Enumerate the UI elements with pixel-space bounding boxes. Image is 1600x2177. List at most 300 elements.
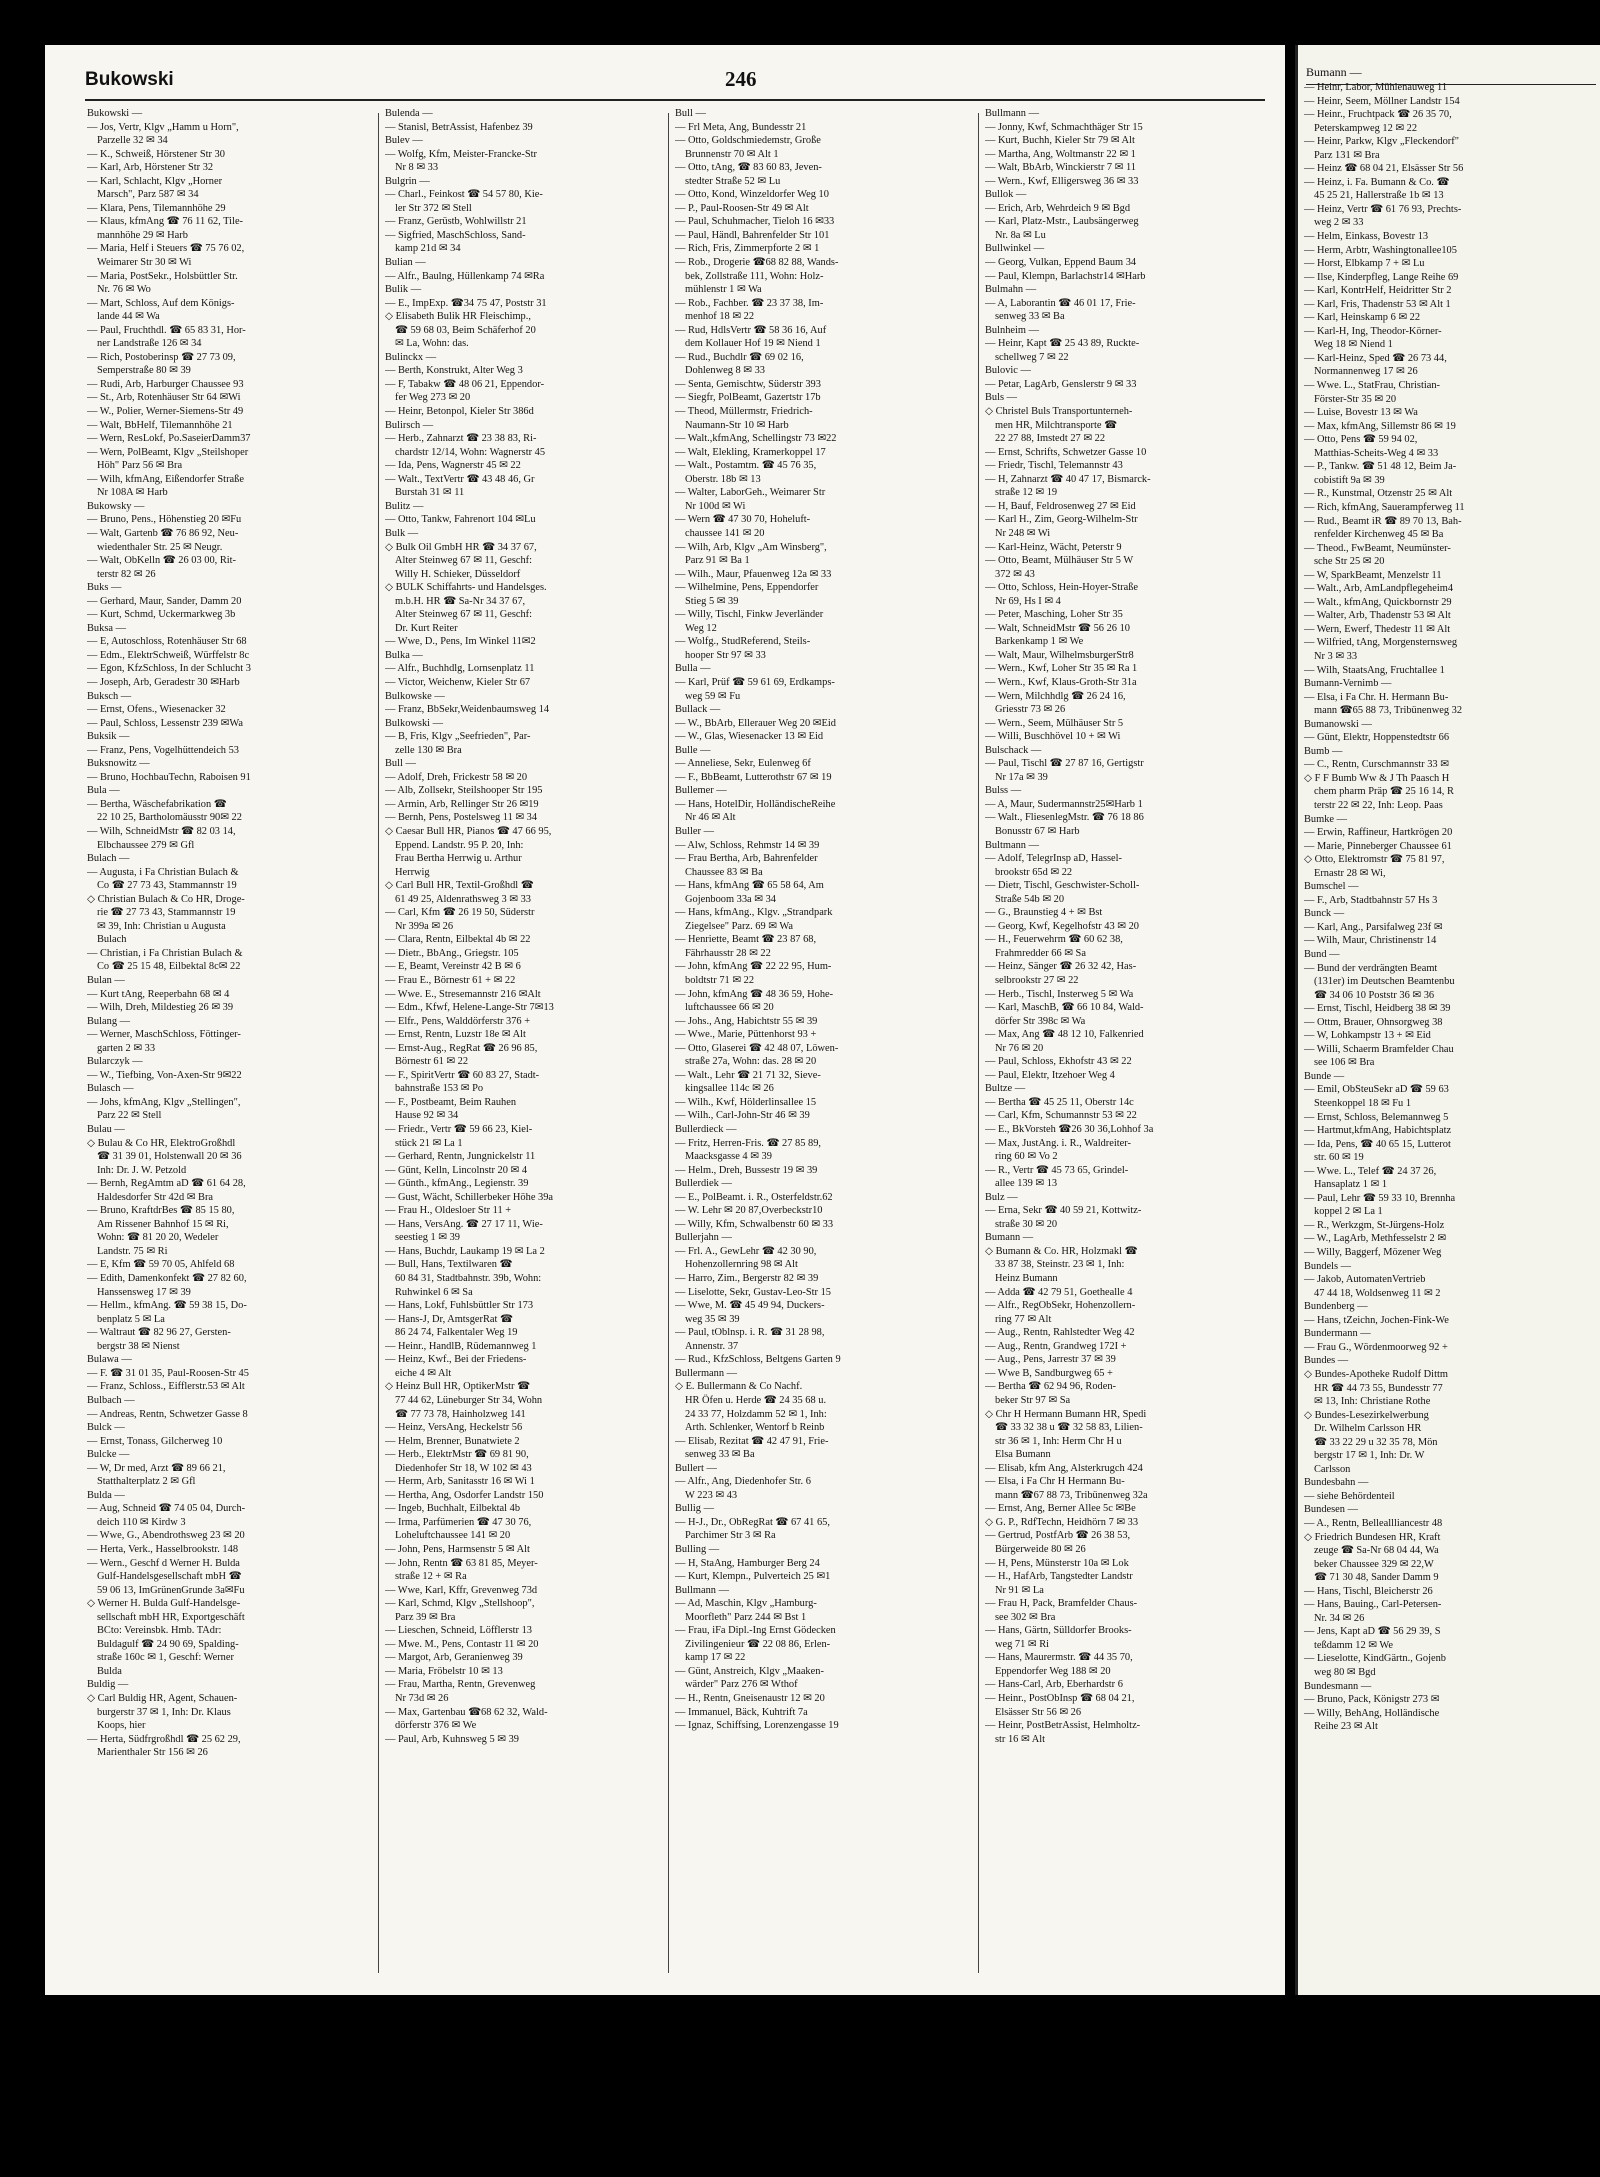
directory-entry-line: — Franz, Gerüstb, Wohlwillstr 21 (385, 216, 527, 228)
directory-entry-line: — E, Beamt, Vereinstr 42 B ✉ 6 (385, 961, 521, 973)
directory-entry-line: — Victor, Weichenw, Kieler Str 67 (385, 676, 531, 688)
directory-entry-line: — Otto, Goldschmiedemstr, Große (675, 135, 821, 147)
directory-entry-line: — Max, Ang ☎ 48 12 10, Falkenried (985, 1029, 1144, 1041)
directory-entry-line: — Christian, i Fa Christian Bulach & (87, 947, 243, 959)
directory-entry-line: — Wern., Kwf, Klaus-Groth-Str 31a (985, 676, 1137, 688)
directory-entry-line: Nr 3 ✉ 33 (1314, 650, 1358, 662)
directory-entry-line: — Willy, Kfm, Schwalbenstr 60 ✉ 33 (675, 1218, 834, 1230)
directory-entry-line: brookstr 65d ✉ 22 (995, 866, 1073, 878)
directory-entry-line: mühlenstr 1 ✉ Wa (685, 284, 762, 296)
directory-entry-line: Loheluftchaussee 141 ✉ 20 (395, 1530, 511, 1542)
directory-entry-line: dörfer Str 398c ✉ Wa (995, 1015, 1086, 1027)
surname-heading: Bund — (1304, 949, 1340, 960)
directory-entry-line: — Paul, Händl, Bahrenfelder Str 101 (675, 229, 830, 241)
directory-entry-line: Nr 248 ✉ Wi (995, 527, 1051, 539)
surname-heading: Bundenberg — (1304, 1301, 1368, 1313)
directory-entry-line: — Rob., Fachber. ☎ 23 37 38, Im- (675, 297, 824, 309)
directory-entry-line: — E., ImpExp. ☎34 75 47, Poststr 31 (385, 297, 547, 309)
surname-heading: Bumschel — (1304, 881, 1359, 893)
directory-entry-line: — Frl. A., GewLehr ☎ 42 30 90, (675, 1245, 817, 1257)
directory-entry-line: — Alfr., RegObSekr, Hohenzollern- (985, 1300, 1136, 1312)
directory-entry-line: — Immanuel, Bäck, Kuhtrift 7a (675, 1706, 808, 1718)
directory-entry-line: — Walt., kfmAng, Quickbornstr 29 (1304, 596, 1452, 608)
directory-entry-line: Buldagulf ☎ 24 90 69, Spalding- (97, 1638, 239, 1650)
directory-entry-line: Hohenzollernring 98 ✉ Alt (685, 1259, 798, 1271)
directory-entry-line: Landstr. 75 ✉ Ri (97, 1245, 168, 1257)
directory-entry-line: W 223 ✉ 43 (685, 1489, 738, 1501)
directory-entry-line: — Karl H., Zim, Georg-Wilhelm-Str (985, 514, 1138, 526)
directory-entry-line: Barkenkamp 1 ✉ We (995, 636, 1084, 648)
directory-entry-line: — Max, kfmAng, Sillemstr 86 ✉ 19 (1304, 420, 1456, 432)
directory-entry-line: Nr. 34 ✉ 26 (1314, 1612, 1365, 1624)
directory-entry-line: Elsa Bumann (995, 1449, 1051, 1461)
directory-entry-line: — A., Rentn, Belleallliancestr 48 (1304, 1517, 1443, 1529)
directory-entry-line: — Hans, Maurermstr. ☎ 44 35 70, (985, 1652, 1133, 1664)
directory-entry-line: — Günt, Elektr, Hoppenstedtstr 66 (1304, 732, 1450, 744)
directory-entry-line: ◇ E. Bullermann & Co Nachf. (675, 1381, 803, 1393)
directory-entry-line: straße 12 + ✉ Ra (395, 1571, 467, 1583)
directory-entry-line: — Herb., ElektrMstr ☎ 69 81 90, (385, 1449, 529, 1461)
surname-heading: Bulovic — (985, 365, 1031, 377)
surname-heading: Bulck — (87, 1422, 125, 1434)
directory-entry-line: — Rud., Buchdlr ☎ 69 02 16, (675, 351, 804, 363)
directory-entry-line: str. 60 ✉ 19 (1314, 1152, 1364, 1164)
directory-entry-line: — H, Pens, Münsterstr 10a ✉ Lok (985, 1557, 1129, 1569)
directory-entry-line: — Horst, Elbkamp 7 + ✉ Lu (1304, 258, 1425, 270)
directory-entry-line: ◇ Bumann & Co. HR, Holzmakl ☎ (985, 1245, 1138, 1257)
directory-entry-line: — Willy, Baggerf, Mözener Weg (1304, 1247, 1442, 1259)
surname-heading: Bulan — (87, 975, 125, 986)
directory-entry-line: — Johs., Ang, Habichtstr 55 ✉ 39 (675, 1015, 818, 1027)
directory-entry-line: straße 27a, Wohn: das. 28 ✉ 20 (685, 1056, 817, 1068)
directory-entry-line: — Kurt, Buchh, Kieler Str 79 ✉ Alt (985, 135, 1135, 147)
directory-entry-line: — Maria, Fröbelstr 10 ✉ 13 (385, 1665, 503, 1677)
directory-entry-line: — Wilhelmine, Pens, Eppendorfer (675, 582, 819, 594)
directory-entry-line: — Petar, LagArb, Genslerstr 9 ✉ 33 (985, 378, 1137, 390)
directory-entry-line: ☎ 77 73 78, Hainholzweg 141 (395, 1408, 526, 1420)
directory-entry-line: — Heinr., HandlB, Rüdemannweg 1 (385, 1340, 537, 1352)
directory-entry-line: — R., Kunstmal, Otzenstr 25 ✉ Alt (1304, 488, 1453, 500)
directory-entry-line: — W., Polier, Werner-Siemens-Str 49 (87, 406, 244, 418)
directory-entry-line: — Wern, Ewerf, Thedestr 11 ✉ Alt (1304, 623, 1451, 635)
directory-entry-line: — Aug., Pens, Jarrestr 37 ✉ 39 (985, 1354, 1116, 1366)
directory-entry-line: Am Rissener Bahnhof 15 ✉ Ri, (97, 1218, 229, 1230)
directory-entry-line: — Walt, Elekling, Kramerkoppel 17 (675, 446, 826, 458)
directory-entry-line: — Karl, KontrHelf, Heidritter Str 2 (1304, 285, 1452, 297)
directory-entry-line: — R., Vertr ☎ 45 73 65, Grindel- (985, 1164, 1129, 1176)
directory-entry-line: — Peter, Masching, Loher Str 35 (985, 609, 1123, 621)
directory-entry-line: — Walter, Arb, Thadenstr 53 ✉ Alt (1304, 610, 1451, 622)
directory-entry-line: — Johs, kfmAng, Klgv „Stellingen", (87, 1096, 241, 1108)
surname-heading: Bullwinkel — (985, 243, 1045, 255)
directory-entry-line: — Heinz ☎ 68 04 21, Elsässer Str 56 (1304, 163, 1464, 175)
directory-entry-line: senweg 33 ✉ Ba (685, 1449, 755, 1461)
directory-entry-line: Annenstr. 37 (685, 1340, 739, 1352)
directory-entry-line: ☎ 31 39 01, Holstenwall 20 ✉ 36 (97, 1151, 242, 1163)
directory-entry-line: — Stanisl, BetrAssist, Hafenbez 39 (385, 121, 533, 133)
directory-entry-line: — Karl-H, Ing, Theodor-Körner- (1304, 325, 1442, 337)
directory-entry-line: — Paul, Elektr, Itzehoer Weg 4 (985, 1069, 1115, 1081)
directory-entry-line: Ziegelsee" Parz. 69 ✉ Wa (685, 920, 793, 932)
directory-entry-line: — Wwe. L., StatFrau, Christian- (1304, 380, 1441, 392)
directory-entry-line: — Willy, Tischl, Finkw Jeverländer (675, 609, 824, 621)
directory-entry-line: — Harro, Zim., Bergerstr 82 ✉ 39 (675, 1273, 819, 1285)
directory-entry-line: — Gust, Wächt, Schillerbeker Höhe 39a (385, 1191, 554, 1203)
directory-entry-line: — F, Tabakw ☎ 48 06 21, Eppendor- (385, 378, 545, 390)
surname-heading: Bulau — (87, 1124, 125, 1136)
directory-entry-line: straße 30 ✉ 20 (995, 1218, 1058, 1230)
directory-entry-line: — Senta, Gemischtw, Süderstr 393 (675, 378, 821, 390)
directory-entry-line: — Ignaz, Schiffsing, Lorenzengasse 19 (675, 1720, 839, 1732)
surname-heading: Bullig — (675, 1503, 714, 1515)
directory-entry-line: Heinz Bumann (995, 1273, 1058, 1285)
directory-entry-line: — Dietr, Tischl, Geschwister-Scholl- (985, 880, 1140, 892)
running-head: Bukowski (85, 69, 174, 90)
surname-heading: Bulasch — (87, 1083, 134, 1095)
directory-entry-line: ◇ G. P., RdfTechn, Heidhörn 7 ✉ 33 (985, 1516, 1139, 1528)
directory-entry-line: stück 21 ✉ La 1 (395, 1137, 463, 1149)
directory-entry-line: Moorfleth" Parz 244 ✉ Bst 1 (685, 1611, 807, 1623)
directory-entry-line: Marsch", Parz 587 ✉ 34 (97, 189, 199, 201)
directory-entry-line: ◇ Bulau & Co HR, ElektroGroßhdl (87, 1137, 236, 1149)
surname-heading: Bullerdiek — (675, 1178, 732, 1190)
directory-entry-line: ring 77 ✉ Alt (995, 1313, 1052, 1325)
directory-entry-line: BCto: Vereinsbk. Hmb. TAdr: (97, 1625, 222, 1637)
surname-heading: Buldig — (87, 1679, 129, 1691)
directory-entry-line: — Günt, Anstreich, Klgv „Maaken- (675, 1665, 824, 1677)
directory-entry-line: — Egon, KfzSchloss, In der Schlucht 3 (87, 663, 251, 675)
surname-heading: Bulkowski — (385, 717, 444, 729)
directory-entry-line: — Friedr, Tischl, Telemannstr 43 (985, 460, 1123, 472)
directory-entry-line: chardstr 12/14, Wohn: Wagnerstr 45 (395, 446, 546, 458)
surname-heading: Bumann-Vernimb — (1304, 678, 1392, 690)
directory-entry-line: — Wern, PolBeamt, Klgv „Steilshoper (87, 446, 249, 458)
directory-entry-line: dem Kollauer Hof 19 ✉ Niend 1 (685, 338, 821, 350)
directory-entry-line: koppel 2 ✉ La 1 (1314, 1206, 1383, 1218)
directory-entry-line: 24 33 77, Holzdamm 52 ✉ 1, Inh: (685, 1408, 827, 1420)
page-header (85, 59, 1265, 101)
directory-entry-line: Förster-Str 35 ✉ 20 (1314, 393, 1397, 405)
directory-entry-line: — Rich, Postoberinsp ☎ 27 73 09, (87, 351, 236, 363)
surname-heading: Bundesmann — (1304, 1680, 1372, 1692)
directory-entry-line: zelle 130 ✉ Bra (395, 744, 462, 756)
directory-entry-line: bergstr 17 ✉ 1, Inh: Dr. W (1314, 1450, 1425, 1462)
directory-entry-line: eiche 4 ✉ Alt (395, 1367, 452, 1379)
directory-entry-line: — Willi, Schaerm Bramfelder Chau (1304, 1043, 1454, 1055)
directory-entry-line: — Wern., Geschf d Werner H. Bulda (87, 1557, 240, 1569)
directory-entry-line: Normannenweg 17 ✉ 26 (1314, 366, 1418, 378)
directory-entry-line: — Adolf, Dreh, Frickestr 58 ✉ 20 (385, 771, 528, 783)
directory-entry-line: — Walt, BbHelf, Tilemannhöhe 21 (87, 419, 233, 431)
directory-entry-line: 60 84 31, Stadtbahnstr. 39b, Wohn: (395, 1273, 542, 1285)
directory-entry-line: — Joseph, Arb, Geradestr 30 ✉Harb (87, 676, 240, 688)
directory-entry-line: — Ilse, Kinderpfleg, Lange Reihe 69 (1304, 271, 1459, 283)
directory-entry-line: — Paul, Schloss, Lessenstr 239 ✉Wa (87, 717, 243, 729)
directory-entry-line: — Karl, Ang., Parsifalweg 23f ✉ (1304, 921, 1443, 933)
directory-entry-line: — Heinz, Kwf., Bei der Friedens- (385, 1354, 527, 1366)
directory-entry-line: — Heinr, Betonpol, Kieler Str 386d (385, 406, 534, 418)
directory-entry-line: — Erwin, Raffineur, Hartkrögen 20 (1304, 827, 1453, 839)
directory-entry-line: — Bertha ☎ 62 94 96, Roden- (985, 1381, 1116, 1393)
surname-heading: Bulz — (985, 1191, 1018, 1203)
directory-entry-line: — E, Autoschloss, Rotenhäuser Str 68 (87, 636, 247, 648)
directory-entry-line: Parz 39 ✉ Bra (395, 1611, 456, 1623)
directory-entry-line: — Alfr., Ang, Diedenhofer Str. 6 (675, 1476, 811, 1488)
directory-entry-line: — Karl, Arb, Hörstener Str 32 (87, 162, 214, 174)
surname-heading: Bulgrin — (385, 175, 430, 187)
directory-entry-line: Semperstraße 80 ✉ 39 (97, 365, 191, 377)
directory-entry-line: Peterskampweg 12 ✉ 22 (1314, 122, 1418, 134)
surname-heading: Bukowsky — (87, 500, 145, 512)
directory-entry-line: ◇ Carl Buldig HR, Agent, Schauen- (87, 1692, 238, 1704)
directory-entry-line: — Wwe, G., Abendrothsweg 23 ✉ 20 (87, 1530, 245, 1542)
surname-heading: Bulk — (385, 527, 419, 539)
directory-entry-line: senweg 33 ✉ Ba (995, 311, 1065, 323)
directory-entry-line: — H-J., Dr., ObRegRat ☎ 67 41 65, (675, 1516, 830, 1528)
directory-entry-line: — Elsa, i Fa Chr H Hermann Bu- (985, 1476, 1125, 1488)
directory-entry-line: — W., Glas, Wiesenacker 13 ✉ Eid (675, 731, 824, 743)
directory-entry-line: Koops, hier (97, 1720, 146, 1732)
surname-heading: Bulla — (675, 663, 711, 675)
directory-entry-line: Burstah 31 ✉ 11 (395, 487, 465, 499)
directory-entry-line: — Edm., ElektrSchweiß, Würffelstr 8c (87, 649, 250, 661)
directory-entry-line: — Lieschen, Schneid, Löfflerstr 13 (385, 1625, 532, 1637)
directory-entry-line: — Heinr, Kapt ☎ 25 43 89, Ruckte- (985, 338, 1140, 350)
directory-entry-line: — E, Kfm ☎ 59 70 05, Ahlfeld 68 (87, 1259, 235, 1271)
directory-entry-line: — Georg, Vulkan, Eppend Baum 34 (985, 257, 1137, 269)
directory-entry-line: — A, Maur, Sudermannstr25✉Harb 1 (985, 798, 1143, 810)
directory-entry-line: — W, Lohkampstr 13 + ✉ Eid (1304, 1030, 1431, 1042)
directory-entry-line: — H., Rentn, Gneisenaustr 12 ✉ 20 (675, 1692, 825, 1704)
directory-entry-line: Marienthaler Str 156 ✉ 26 (97, 1747, 208, 1759)
directory-entry-line: — Wern, ResLokf, Po.SaseierDamm37 (87, 433, 251, 445)
directory-entry-line: — Elsa, i Fa Chr. H. Hermann Bu- (1304, 691, 1449, 703)
directory-entry-line: — Jakob, AutomatenVertrieb (1304, 1274, 1426, 1286)
surname-heading: Bunck — (1304, 908, 1345, 920)
directory-entry-line: — Wwe. E., Stresemannstr 216 ✉Alt (385, 988, 541, 1000)
directory-entry-line: — Hans, kfmAng., Klgv. „Strandpark (675, 907, 833, 919)
surname-heading: Bulbach — (87, 1394, 135, 1406)
directory-entry-line: deich 110 ✉ Kirdw 3 (97, 1516, 186, 1528)
directory-entry-line: Parz 91 ✉ Ba 1 (685, 555, 750, 567)
directory-entry-line: — Bruno, KraftdrBes ☎ 85 15 80, (87, 1205, 235, 1217)
directory-entry-line: — Theod, Müllermstr, Friedrich- (675, 406, 813, 418)
directory-entry-line: mann ☎65 88 73, Tribünenweg 32 (1314, 705, 1463, 717)
directory-entry-line: — Heinz, Vertr ☎ 61 76 93, Prechts- (1304, 203, 1462, 215)
directory-entry-line: — Hans, tZeichn, Jochen-Fink-We (1304, 1314, 1449, 1326)
directory-entry-line: — Karl-Heinz, Wächt, Peterstr 9 (985, 541, 1122, 553)
directory-entry-line: sellschaft mbH HR, Exportgeschäft (97, 1611, 245, 1623)
directory-entry-line: 77 44 62, Lüneburger Str 34, Wohn (395, 1394, 543, 1406)
directory-entry-line: Matthias-Scheits-Weg 4 ✉ 33 (1314, 447, 1439, 459)
directory-entry-line: Nr. 8a ✉ Lu (995, 229, 1046, 241)
surname-heading: Bulss — (985, 785, 1022, 797)
directory-entry-line: — Otto, Kond, Winzeldorfer Weg 10 (675, 189, 829, 201)
directory-entry-line: — Elisab, Rezitat ☎ 42 47 91, Frie- (675, 1435, 829, 1447)
directory-entry-line: — Frau, Martha, Rentn, Grevenweg (385, 1679, 536, 1691)
directory-entry-line: — Franz, Pens, Vogelhüttendeich 53 (87, 744, 239, 756)
directory-entry-line: — Walt., FliesenlegMstr. ☎ 76 18 86 (985, 812, 1144, 824)
directory-entry-line: Parchimer Str 3 ✉ Ra (685, 1530, 776, 1542)
directory-entry-line: — Ernst-Aug., RegRat ☎ 26 96 85, (385, 1042, 538, 1054)
directory-entry-line: — Wilh., Carl-John-Str 46 ✉ 39 (675, 1110, 810, 1122)
directory-entry-line: — G., Braunstieg 4 + ✉ Bst (985, 907, 1103, 919)
directory-entry-line: — Jonny, Kwf, Schmachthäger Str 15 (985, 121, 1143, 133)
directory-entry-line: ◇ Chr H Hermann Bumann HR, Spedi (985, 1408, 1147, 1420)
directory-entry-line: — Hans-J, Dr, AmtsgerRat ☎ (385, 1313, 513, 1325)
surname-heading: Bularczyk — (87, 1056, 143, 1068)
directory-entry-line: Statthalterplatz 2 ✉ Gfl (97, 1476, 196, 1488)
directory-entry-line: Griesstr 73 ✉ 26 (995, 704, 1066, 716)
directory-entry-line: cobistift 9a ✉ 39 (1314, 474, 1385, 486)
directory-entry-line: Nr 17a ✉ 39 (995, 771, 1048, 783)
directory-entry-line: renfelder Kirchenweg 45 ✉ Ba (1314, 529, 1444, 541)
directory-entry-line: — Erna, Sekr ☎ 40 59 21, Kottwitz- (985, 1205, 1142, 1217)
directory-entry-line: bergstr 38 ✉ Nienst (97, 1340, 180, 1352)
directory-entry-line: str 36 ✉ 1, Inh: Herm Chr H u (995, 1435, 1122, 1447)
directory-entry-line: — Hans, Gärtn, Sülldorfer Brooks- (985, 1625, 1132, 1637)
directory-entry-line: — Bruno, Pens., Höhenstieg 20 ✉Fu (87, 514, 242, 526)
directory-entry-line: — Sigfried, MaschSchloss, Sand- (385, 229, 526, 241)
surname-heading: Bullermann — (675, 1367, 738, 1379)
directory-entry-line: — Otto, Glaserei ☎ 42 48 07, Löwen- (675, 1042, 839, 1054)
surname-heading: Bulka — (385, 649, 423, 661)
surname-heading: Bulev — (385, 135, 423, 147)
directory-entry-line: — H., Feuerwehrm ☎ 60 62 38, (985, 934, 1123, 946)
surname-heading: Bulnheim — (985, 324, 1039, 336)
directory-entry-line: — Klaus, kfmAng ☎ 76 11 62, Tile- (87, 216, 244, 228)
directory-entry-line: ☎ 59 68 03, Beim Schäferhof 20 (395, 324, 536, 336)
directory-entry-line: ☎ 33 32 38 u ☎ 32 58 83, Lilien- (995, 1422, 1143, 1434)
directory-entry-line: dörferstr 376 ✉ We (395, 1720, 477, 1732)
directory-entry-line: — Frau H., Oldesloer Str 11 + (385, 1205, 512, 1217)
directory-entry-line: — Paul, Schloss, Ekhofstr 43 ✉ 22 (985, 1056, 1132, 1068)
directory-entry-line: — Willy, BehAng, Holländische (1304, 1707, 1440, 1719)
surname-heading: Bullerdieck — (675, 1124, 737, 1136)
directory-entry-line: straße 12 ✉ 19 (995, 487, 1058, 499)
directory-entry-line: — Bruno, Pack, Königstr 273 ✉ (1304, 1694, 1440, 1706)
directory-entry-line: — Wern., Kwf, Elligersweg 36 ✉ 33 (985, 175, 1139, 187)
directory-entry-line: Bulda (97, 1665, 122, 1677)
directory-entry-line: — Carl, Kfm ☎ 26 19 50, Süderstr (385, 907, 535, 919)
directory-entry-line: — Walt., Postamtm. ☎ 45 76 35, (675, 460, 817, 472)
directory-entry-line: benplatz 5 ✉ La (97, 1313, 165, 1325)
directory-entry-line: ◇ Elisabeth Bulik HR Fleischimp., (385, 311, 531, 323)
page-number: 246 (725, 67, 757, 91)
directory-entry-line: — Gerhard, Maur, Sander, Damm 20 (87, 595, 242, 607)
directory-entry-line: Nr 73d ✉ 26 (395, 1692, 449, 1704)
directory-entry-line: Nr 46 ✉ Alt (685, 812, 736, 824)
directory-entry-line: HR ☎ 44 73 55, Bundesstr 77 (1314, 1382, 1443, 1394)
surname-heading: Bundermann — (1304, 1328, 1371, 1340)
directory-entry-line: Ruhwinkel 6 ✉ Sa (395, 1286, 473, 1298)
surname-heading: Bunde — (1304, 1070, 1345, 1082)
directory-entry-line: — Frau H, Pack, Bramfelder Chaus- (985, 1598, 1138, 1610)
surname-heading: Bulschack — (985, 744, 1042, 756)
directory-entry-line: — Maria, PostSekr., Holsbüttler Str. (87, 270, 238, 282)
directory-entry-line: — Hartmut,kfmAng, Habichtsplatz (1304, 1125, 1452, 1137)
directory-entry-line: — Karl, Platz-Mstr., Laubsängerweg (985, 216, 1139, 228)
directory-entry-line: — Aug, Schneid ☎ 74 05 04, Durch- (87, 1503, 246, 1515)
directory-entry-line: Alter Steinweg 67 ✉ 11, Geschf: (395, 555, 533, 567)
directory-entry-line: — Ernst, Rentn, Luzstr 18e ✉ Alt (385, 1029, 526, 1041)
directory-entry-line: Oberstr. 18b ✉ 13 (685, 473, 761, 485)
directory-entry-line: — F., BbBeamt, Lutterothstr 67 ✉ 19 (675, 771, 832, 783)
directory-entry-line: — Berth, Konstrukt, Alter Weg 3 (385, 365, 523, 377)
directory-entry-line: — Gerhard, Rentn, Jungnickelstr 11 (385, 1151, 536, 1163)
directory-entry-line: bek, Zollstraße 111, Wohn: Holz- (685, 270, 824, 282)
directory-entry-line: chem pharm Präp ☎ 25 16 14, R (1314, 786, 1454, 798)
directory-entry-line: — F., SpiritVertr ☎ 60 83 27, Stadt- (385, 1069, 540, 1081)
directory-entry-line: — Otto, Schloss, Hein-Hoyer-Straße (985, 582, 1139, 594)
directory-entry-line: — Alb, Zollsekr, Steilshooper Str 195 (385, 785, 543, 797)
directory-entry-line: zeuge ☎ Sa-Nr 68 04 44, Wa (1314, 1545, 1439, 1557)
directory-entry-line: — Bund der verdrängten Beamt (1304, 962, 1438, 974)
directory-entry-line: — Willi, Buschhövel 10 + ✉ Wi (985, 731, 1121, 743)
directory-entry-line: — Ad, Maschin, Klgv „Hamburg- (675, 1598, 817, 1610)
directory-entry-line: — Rob., Drogerie ☎68 82 88, Wands- (675, 257, 839, 269)
directory-entry-line: — Wolfg, Kfm, Meister-Francke-Str (385, 148, 537, 160)
directory-entry-line: kamp 21d ✉ 34 (395, 243, 461, 255)
directory-entry-line: — Georg, Kwf, Kegelhofstr 43 ✉ 20 (985, 920, 1139, 932)
directory-entry-line: — Theod., FwBeamt, Neumünster- (1304, 542, 1451, 554)
directory-entry-line: — Adolf, TelegrInsp aD, Hassel- (985, 853, 1123, 865)
surname-heading: Buksch — (87, 690, 132, 702)
directory-entry-line: — Wilh, StaatsAng, Fruchtallee 1 (1304, 664, 1445, 676)
directory-entry-line: Dr. Wilhelm Carlsson HR (1314, 1423, 1422, 1435)
directory-entry-line: Weimarer Str 30 ✉ Wi (97, 257, 192, 269)
surname-heading: Bumke — (1304, 813, 1348, 825)
directory-entry-line: — Siegfr, PolBeamt, Gazertstr 17b (675, 392, 821, 404)
directory-entry-line: — Rud., Beamt iR ☎ 89 70 13, Bah- (1304, 515, 1462, 527)
directory-entry-line: teßdamm 12 ✉ We (1314, 1639, 1393, 1651)
surname-heading: Bundes — (1304, 1355, 1349, 1367)
directory-entry-line: — Heinr, PostBetrAssist, Helmholtz- (985, 1720, 1141, 1732)
surname-heading: Bukowski — (87, 108, 143, 119)
directory-entry-line: Steenkoppel 18 ✉ Fu 1 (1314, 1098, 1412, 1110)
directory-entry-line: luftchaussee 66 ✉ 20 (685, 1002, 774, 1014)
surname-heading: Bull — (675, 108, 706, 119)
directory-entry-line: — Wwe, D., Pens, Im Winkel 11✉2 (385, 636, 536, 648)
directory-entry-line: Straße 54b ✉ 20 (995, 893, 1065, 905)
directory-entry-line: — Irma, Parfümerien ☎ 47 30 76, (385, 1516, 532, 1528)
surname-heading: Bulian — (385, 257, 426, 269)
directory-entry-line: — Heinr, Seem, Möllner Landstr 154 (1304, 95, 1460, 107)
directory-entry-line: ◇ Bulk Oil GmbH HR ☎ 34 37 67, (385, 541, 537, 553)
directory-entry-line: Nr. 76 ✉ Wo (97, 284, 151, 296)
directory-entry-line: — Anneliese, Sekr, Eulenweg 6f (675, 758, 811, 770)
directory-entry-line: — Hans, kfmAng ☎ 65 58 64, Am (675, 880, 824, 892)
directory-entry-line: — Otto, Beamt, Mülhäuser Str 5 W (985, 555, 1134, 567)
directory-entry-line: — Hellm., kfmAng. ☎ 59 38 15, Do- (87, 1300, 247, 1312)
column-divider (978, 113, 979, 1973)
directory-entry-line: — Fritz, Herren-Fris. ☎ 27 85 89, (675, 1137, 821, 1149)
directory-entry-line: — Lieselotte, KindGärtn., Gojenb (1304, 1653, 1446, 1665)
directory-entry-line: — Clara, Rentn, Eilbektal 4b ✉ 22 (385, 934, 531, 946)
directory-entry-line: str 16 ✉ Alt (995, 1733, 1045, 1745)
surname-heading: Bulcke — (87, 1449, 130, 1461)
directory-entry-line: — Hans, Bauing., Carl-Petersen- (1304, 1599, 1442, 1611)
directory-entry-line: Brunnenstr 70 ✉ Alt 1 (685, 148, 779, 160)
directory-entry-line: Weg 12 (685, 622, 717, 634)
directory-entry-line: — Paul, tOblnsp. i. R. ☎ 31 28 98, (675, 1327, 825, 1339)
directory-entry-line: ler Str 372 ✉ Stell (395, 202, 472, 214)
directory-entry-line: Stieg 5 ✉ 39 (685, 595, 739, 607)
directory-entry-line: — Herm, Arbtr, Washingtonallee105 (1304, 244, 1457, 256)
directory-entry-line: Elbchaussee 279 ✉ Gfl (97, 839, 195, 851)
column-divider (668, 113, 669, 1973)
directory-entry-line: — St., Arb, Rotenhäuser Str 64 ✉Wi (87, 392, 241, 404)
